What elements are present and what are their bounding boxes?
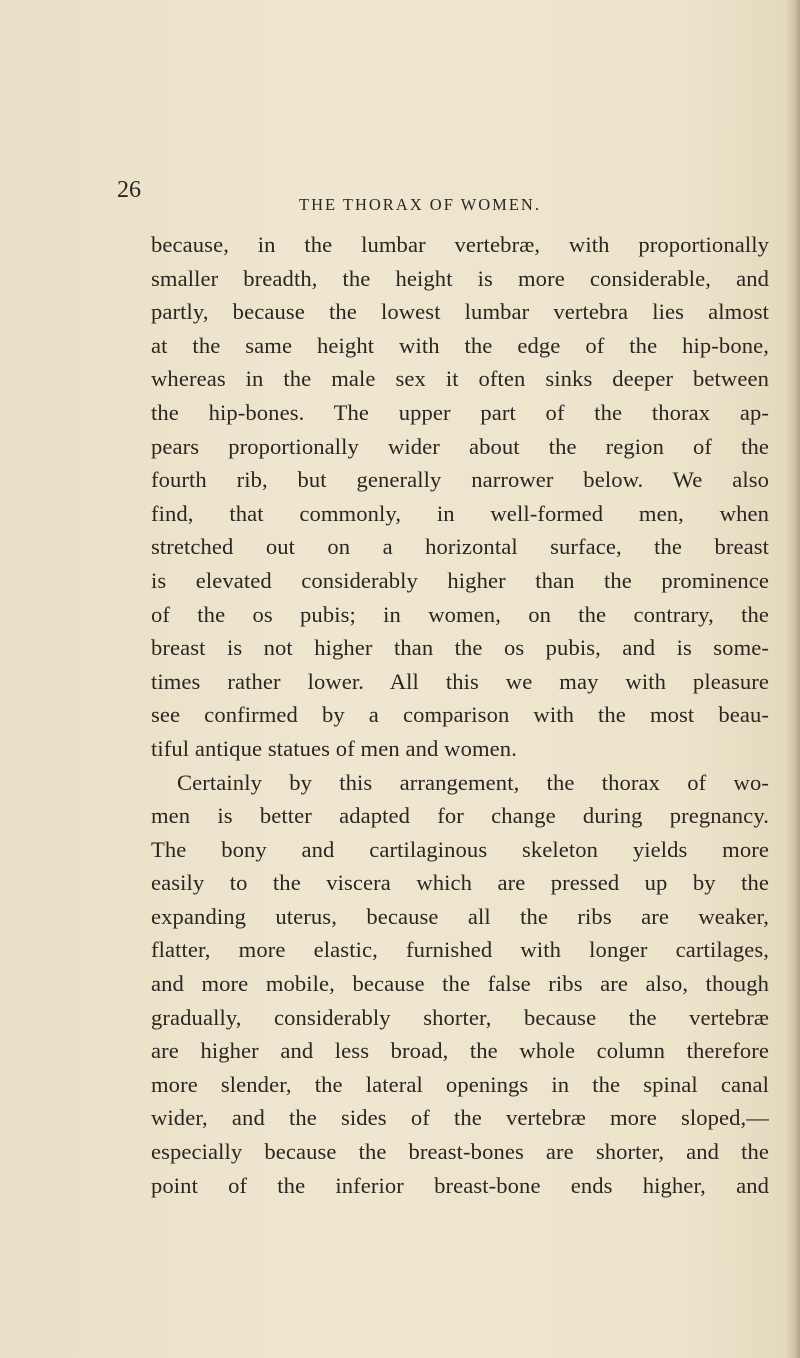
text-line: tiful antique statues of men and women. — [151, 735, 517, 761]
text-line: at the same height with the edge of the hip-bone, — [151, 332, 769, 358]
text-line: of the os pubis; in women, on the contrary, the — [151, 601, 769, 627]
text-line: more slender, the lateral openings in the spinal canal — [151, 1071, 769, 1097]
text-line: expanding uterus, because all the ribs are weaker, — [151, 903, 769, 929]
text-line: whereas in the male sex it often sinks deeper between — [151, 366, 769, 392]
text-line: stretched out on a horizontal surface, the breast — [151, 534, 769, 560]
text-line: wider, and the sides of the vertebræ more sloped,— — [151, 1105, 769, 1131]
text-line: Certainly by this arrangement, the thorax of wo- — [177, 769, 769, 795]
text-line: smaller breadth, the height is more considerable, and — [151, 265, 769, 291]
running-head: THE THORAX OF WOMEN. — [299, 195, 541, 214]
text-line: the hip-bones. The upper part of the thorax ap- — [151, 399, 769, 425]
text-line: fourth rib, but generally narrower below. We also — [151, 467, 769, 493]
text-line: see confirmed by a comparison with the most beau- — [151, 702, 769, 728]
text-line: times rather lower. All this we may with pleasure — [151, 668, 769, 694]
text-line: pears proportionally wider about the region of the — [151, 433, 769, 459]
text-line: is elevated considerably higher than the prominence — [151, 567, 769, 593]
text-line: easily to the viscera which are pressed up by the — [151, 870, 769, 896]
text-line: flatter, more elastic, furnished with longer cartilages, — [151, 937, 769, 963]
text-line: point of the inferior breast-bone ends higher, and — [151, 1172, 769, 1198]
body-text — [151, 228, 769, 1202]
text-line: partly, because the lowest lumbar vertebra lies almost — [151, 299, 769, 325]
text-line: especially because the breast-bones are shorter, and the — [151, 1139, 769, 1165]
text-line: The bony and cartilaginous skeleton yields more — [151, 836, 769, 862]
text-line: men is better adapted for change during pregnancy. — [151, 803, 769, 829]
text-line: find, that commonly, in well-formed men, when — [151, 500, 769, 526]
text-line: breast is not higher than the os pubis, and is some- — [151, 635, 769, 661]
text-line: gradually, considerably shorter, because the vertebræ — [151, 1004, 769, 1030]
page-number: 26 — [117, 177, 141, 203]
text-line: because, in the lumbar vertebræ, with proportionally — [151, 232, 769, 257]
text-line: and more mobile, because the false ribs are also, though — [151, 971, 769, 997]
text-line: are higher and less broad, the whole column therefore — [151, 1038, 769, 1064]
